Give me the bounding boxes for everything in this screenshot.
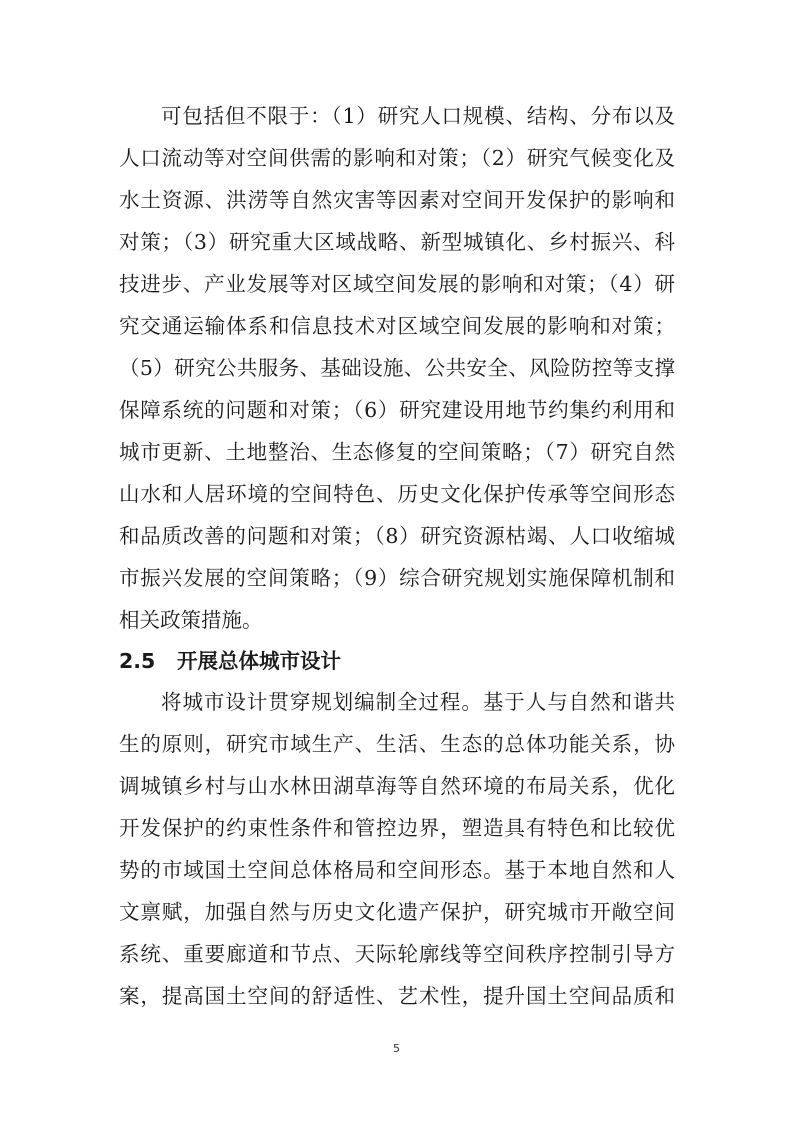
- section-title: 开展总体城市设计: [177, 649, 341, 673]
- section-number: 2.5: [119, 649, 156, 673]
- text-line: 水土资源、洪涝等自然灾害等因素对空间开发保护的影响和: [119, 188, 675, 212]
- text-line: 市振兴发展的空间策略；（9）综合研究规划实施保障机制和: [119, 566, 675, 590]
- text-line: 势的市域国土空间总体格局和空间形态。基于本地自然和人: [119, 858, 675, 882]
- section-heading: [119, 646, 341, 676]
- text-line: 文禀赋，加强自然与历史文化遗产保护，研究城市开敞空间: [119, 900, 675, 924]
- text-line: 人口流动等对空间供需的影响和对策；（2）研究气候变化及: [119, 146, 675, 170]
- text-line: 可包括但不限于：（1）研究人口规模、结构、分布以及: [161, 104, 675, 128]
- text-line: 生的原则，研究市域生产、生活、生态的总体功能关系，协: [119, 732, 675, 756]
- text-line: 究交通运输体系和信息技术对区域空间发展的影响和对策；: [119, 314, 675, 338]
- text-line: 系统、重要廊道和节点、天际轮廓线等空间秩序控制引导方: [119, 942, 675, 966]
- text-line: 相关政策措施。: [119, 608, 263, 632]
- text-line: 对策；（3）研究重大区域战略、新型城镇化、乡村振兴、科: [119, 230, 675, 254]
- text-line: 调城镇乡村与山水林田湖草海等自然环境的布局关系，优化: [119, 774, 675, 798]
- text-line: （5）研究公共服务、基础设施、公共安全、风险防控等支撑: [119, 356, 675, 380]
- text-line: 案，提高国土空间的舒适性、艺术性，提升国土空间品质和: [119, 984, 675, 1008]
- text-line: 和品质改善的问题和对策；（8）研究资源枯竭、人口收缩城: [119, 524, 675, 548]
- page-number: 5: [393, 1042, 400, 1055]
- text-line: 技进步、产业发展等对区域空间发展的影响和对策；（4）研: [119, 272, 675, 296]
- text-line: 山水和人居环境的空间特色、历史文化保护传承等空间形态: [119, 482, 675, 506]
- text-line: 将城市设计贯穿规划编制全过程。基于人与自然和谐共: [161, 690, 675, 714]
- text-line: 城市更新、土地整治、生态修复的空间策略；（7）研究自然: [119, 440, 675, 464]
- text-line: 保障系统的问题和对策；（6）研究建设用地节约集约利用和: [119, 398, 675, 422]
- text-line: 开发保护的约束性条件和管控边界，塑造具有特色和比较优: [119, 816, 675, 840]
